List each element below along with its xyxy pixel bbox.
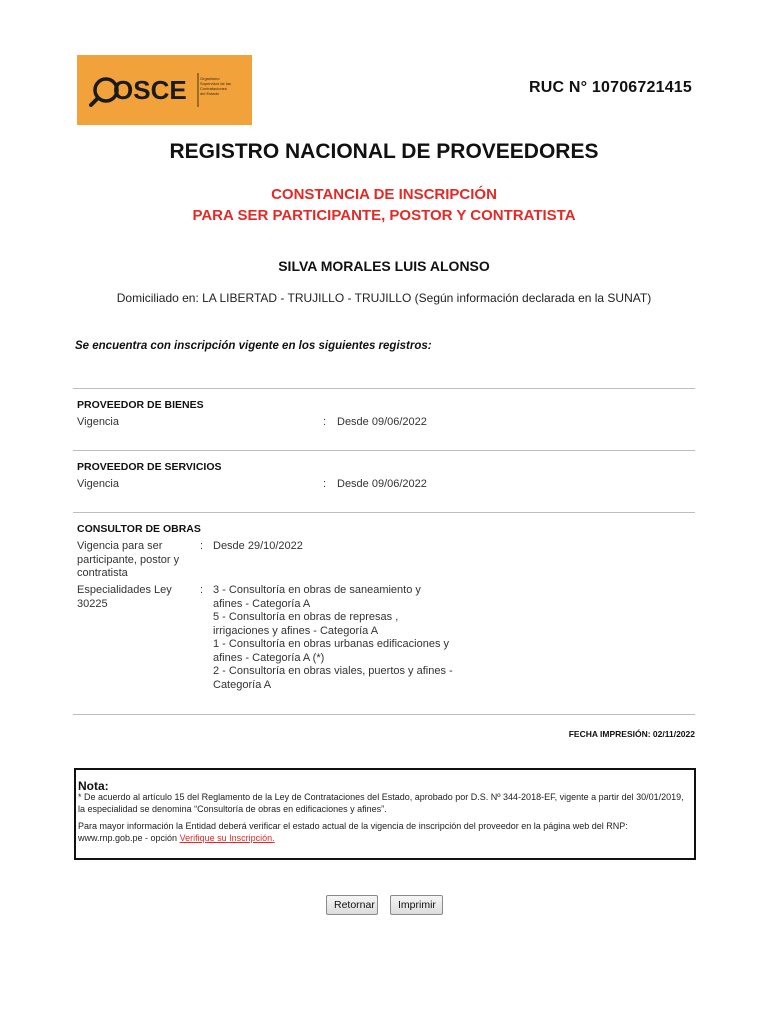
especialidades-value: 3 - Consultoría en obras de saneamiento y afines - Categoría A 5 - Consultoría en obras de represas , irrigaciones y afines - Categoría A 1 - Consultoría en obras urbanas edificaciones y afines - Categoría A (*) 2 - Consultoría en obras viales, puertos y afines - Categoría A xyxy=(213,584,453,691)
logo-tagline-line: del Estado xyxy=(200,91,219,96)
logo-tagline-line: Supervisor de las xyxy=(200,81,231,86)
colon: : xyxy=(323,478,327,490)
section-title-servicios: PROVEEDOR DE SERVICIOS xyxy=(77,461,222,473)
provider-name: SILVA MORALES LUIS ALONSO xyxy=(278,258,490,274)
colon: : xyxy=(323,416,327,428)
colon: : xyxy=(200,540,204,552)
vigencia-label: Vigencia xyxy=(77,416,119,428)
section-title-obras: CONSULTOR DE OBRAS xyxy=(77,523,201,535)
section-title-bienes: PROVEEDOR DE BIENES xyxy=(77,399,204,411)
subtitle-participante: PARA SER PARTICIPANTE, POSTOR Y CONTRATISTA xyxy=(192,207,576,224)
vigencia-label: Vigencia xyxy=(77,478,119,490)
return-button[interactable]: Retornar xyxy=(326,895,378,915)
colon: : xyxy=(200,584,204,596)
divider xyxy=(73,512,695,513)
print-button[interactable]: Imprimir xyxy=(390,895,443,915)
verify-registration-link[interactable]: Verifique su Inscripción. xyxy=(179,832,275,843)
logo-tagline xyxy=(200,76,250,96)
vigencia-value: Desde 09/06/2022 xyxy=(337,416,427,428)
note-paragraph: * De acuerdo al artículo 15 del Reglamento de la Ley de Contrataciones del Estado, aprobado por D.S. Nº 344-2018-EF, vigente a partir del 30/01/2019, la especialidad se denomina “Consultoría de obras en edificaciones y afines”. xyxy=(78,792,684,814)
logo-tagline-line: Organismo xyxy=(200,76,220,81)
provider-domicile: Domiciliado en: LA LIBERTAD - TRUJILLO - TRUJILLO (Según información declarada en la SUNAT) xyxy=(116,291,652,305)
print-date: FECHA IMPRESIÓN: 02/11/2022 xyxy=(568,729,695,739)
subtitle-constancia: CONSTANCIA DE INSCRIPCIÓN xyxy=(271,186,497,203)
vigencia-value: Desde 29/10/2022 xyxy=(213,540,303,552)
especialidades-label: Especialidades Ley 30225 xyxy=(77,584,172,610)
note-paragraph-rnp xyxy=(78,821,692,844)
note-title: Nota: xyxy=(78,779,109,793)
divider xyxy=(73,714,695,715)
logo-brand-text: OSCE xyxy=(113,75,187,105)
logo-tagline-line: Contrataciones xyxy=(200,86,227,91)
vigencia-label: Vigencia para ser participante, postor y contratista xyxy=(77,540,180,579)
ruc-number: RUC N° 10706721415 xyxy=(529,79,692,96)
divider xyxy=(73,450,695,451)
vigencia-value: Desde 09/06/2022 xyxy=(337,478,427,490)
note-box xyxy=(74,768,696,860)
note-rnp-text: Para mayor información la Entidad deberá verificar el estado actual de la vigencia de inscripción del proveedor en la página web del RNP: www.rnp.gob.pe - opción xyxy=(78,821,628,843)
osce-logo xyxy=(77,55,252,125)
registry-intro: Se encuentra con inscripción vigente en los siguientes registros: xyxy=(75,340,432,352)
page-title: REGISTRO NACIONAL DE PROVEEDORES xyxy=(169,140,599,163)
divider xyxy=(73,388,695,389)
